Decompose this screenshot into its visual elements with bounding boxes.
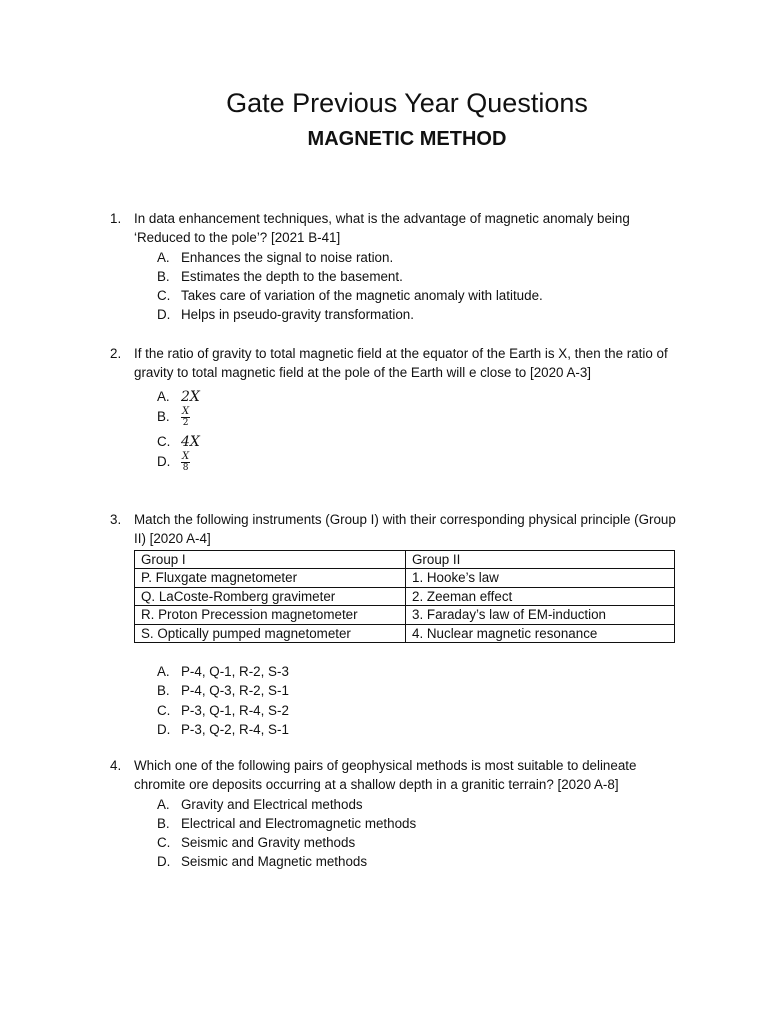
fraction-denominator: 8 [182, 462, 189, 473]
option-label: B. [157, 815, 170, 831]
question-stem: Match the following instruments (Group I) with their corresponding physical principle (Group II) [2020 A-4] [134, 512, 676, 547]
table-row [135, 606, 675, 625]
option-label: C. [157, 288, 171, 304]
table-row [135, 624, 675, 643]
question-number: 2. [110, 346, 122, 361]
option-label: B. [157, 683, 170, 699]
question-stem: If the ratio of gravity to total magnetic field at the equator of the Earth is X, then the ratio of gravity to total magnetic field at the pole of the Earth will e close to [2020 A-3] [134, 346, 668, 381]
option-text: P-4, Q-1, R-2, S-3 [181, 664, 289, 680]
option-text: Estimates the depth to the basement. [181, 268, 403, 284]
option-item [157, 701, 680, 720]
option-text: P-3, Q-2, R-4, S-1 [181, 721, 289, 737]
table-cell: Q. LaCoste-Romberg gravimeter [135, 587, 406, 606]
option-label: C. [157, 835, 171, 851]
option-list [157, 248, 680, 325]
table-cell: P. Fluxgate magnetometer [135, 569, 406, 588]
fraction-denominator: 2 [182, 417, 189, 428]
option-text: Electrical and Electromagnetic methods [181, 815, 417, 831]
option-list [157, 387, 680, 477]
option-item [157, 305, 680, 324]
option-math: 4X [181, 433, 200, 450]
option-text: Gravity and Electrical methods [181, 796, 363, 812]
table-header-row [135, 550, 675, 569]
option-label: A. [157, 388, 170, 404]
table-header-cell: Group I [135, 550, 406, 569]
table-cell: R. Proton Precession magnetometer [135, 606, 406, 625]
fraction-numerator: X [182, 405, 190, 417]
option-item [157, 248, 680, 267]
option-math: 2X [181, 388, 200, 405]
option-item [157, 452, 680, 477]
option-item [157, 833, 680, 852]
option-label: A. [157, 664, 170, 680]
option-item [157, 407, 680, 432]
option-item [157, 432, 680, 452]
table-row [135, 569, 675, 588]
table-row [135, 587, 675, 606]
option-label: C. [157, 702, 171, 718]
table-cell: 4. Nuclear magnetic resonance [406, 624, 675, 643]
option-label: D. [157, 854, 171, 870]
question-2 [110, 344, 680, 477]
table-cell: S. Optically pumped magnetometer [135, 624, 406, 643]
option-label: C. [157, 433, 171, 449]
option-text: Seismic and Magnetic methods [181, 854, 368, 870]
question-3 [110, 510, 680, 739]
question-1 [110, 209, 680, 325]
option-label: D. [157, 453, 171, 469]
option-item [157, 795, 680, 814]
option-label: A. [157, 796, 170, 812]
option-text: Helps in pseudo-gravity transformation. [181, 307, 414, 323]
question-4 [110, 756, 680, 872]
option-text: P-3, Q-1, R-4, S-2 [181, 702, 289, 718]
option-list [157, 795, 680, 872]
option-fraction [181, 452, 190, 473]
table-cell: 3. Faraday’s law of EM-induction [406, 606, 675, 625]
option-item [157, 681, 680, 700]
option-label: D. [157, 307, 171, 323]
option-fraction [181, 407, 190, 428]
option-item [157, 720, 680, 739]
option-item [157, 267, 680, 286]
option-item [157, 286, 680, 305]
option-text: P-4, Q-3, R-2, S-1 [181, 683, 289, 699]
fraction-numerator: X [182, 450, 190, 462]
option-text: Takes care of variation of the magnetic anomaly with latitude. [181, 288, 543, 304]
match-table [134, 550, 675, 644]
option-item [157, 852, 680, 871]
option-text: Seismic and Gravity methods [181, 835, 356, 851]
page-subtitle: MAGNETIC METHOD [307, 128, 507, 150]
option-label: B. [157, 408, 170, 424]
option-item [157, 662, 680, 681]
table-cell: 1. Hooke’s law [406, 569, 675, 588]
option-label: B. [157, 268, 170, 284]
option-list [157, 662, 680, 739]
question-number: 4. [110, 758, 122, 773]
option-label: D. [157, 721, 171, 737]
question-stem: In data enhancement techniques, what is the advantage of magnetic anomaly being ‘Reduced to the pole’? [2021 B-41] [134, 211, 630, 246]
question-number: 3. [110, 512, 122, 527]
table-cell: 2. Zeeman effect [406, 587, 675, 606]
option-item [157, 814, 680, 833]
option-item [157, 387, 680, 407]
table-header-cell: Group II [406, 550, 675, 569]
question-number: 1. [110, 211, 122, 226]
option-label: A. [157, 249, 170, 265]
page-title: Gate Previous Year Questions [226, 88, 588, 118]
question-stem: Which one of the following pairs of geophysical methods is most suitable to delineate chromite ore deposits occurring at a shallow depth in a granitic terrain? [2020 A-8] [134, 758, 637, 793]
option-text: Enhances the signal to noise ration. [181, 249, 394, 265]
